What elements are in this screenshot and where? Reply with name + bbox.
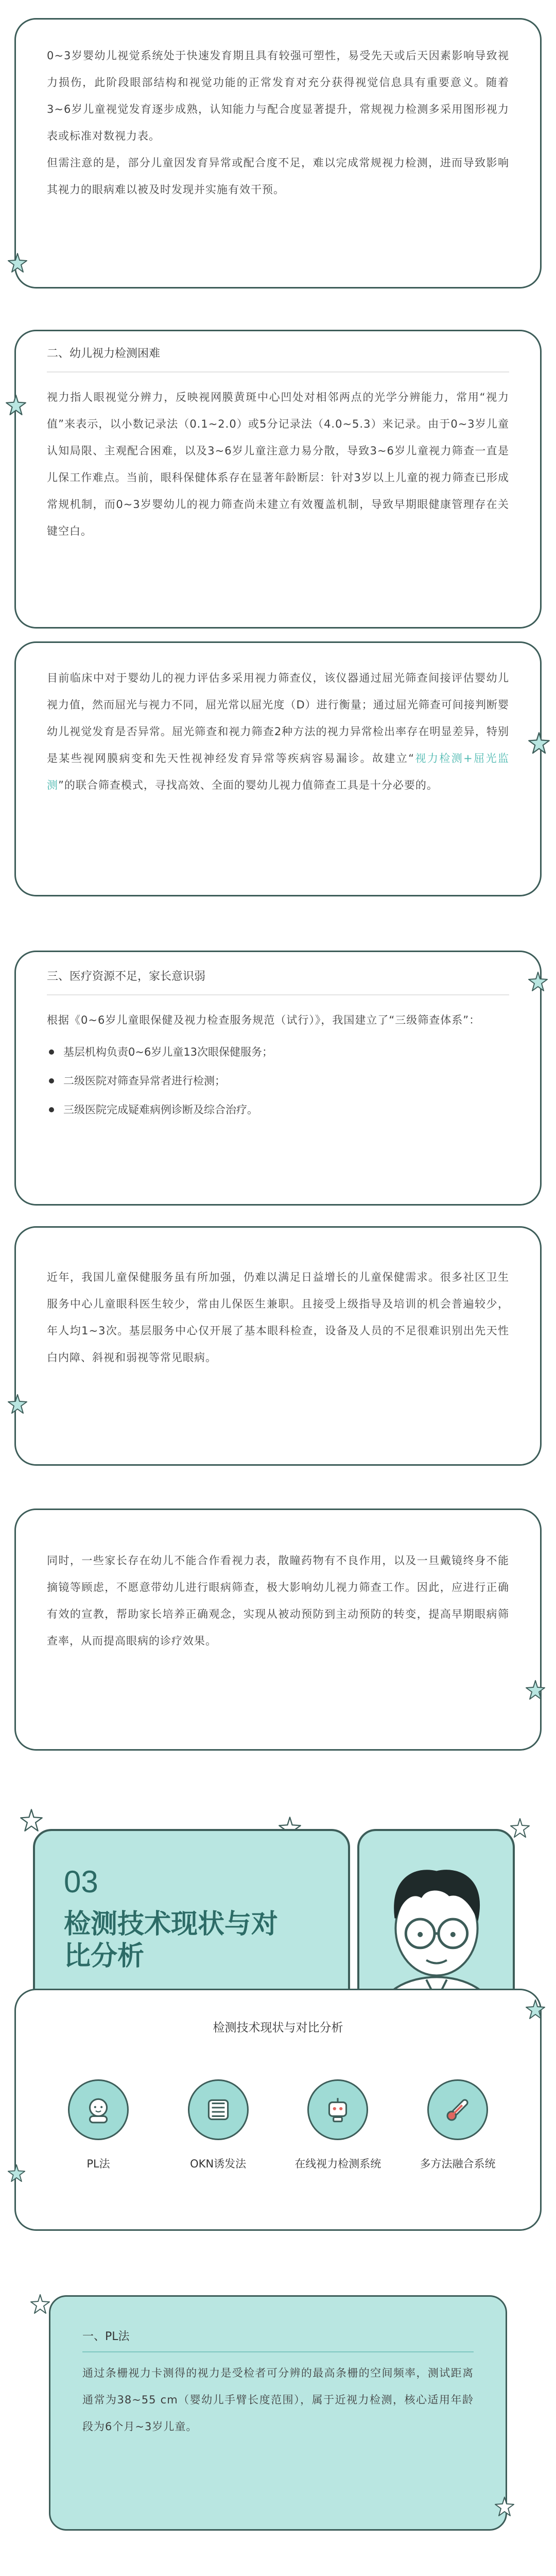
- list-item: 二级医院对筛查异常者进行检测；: [47, 1066, 509, 1095]
- methods-intro-card: [14, 641, 542, 896]
- star-icon: [525, 1680, 546, 1700]
- intro-paragraph-2: 但需注意的是，部分儿童因发育异常或配合度不足，难以完成常规视力检测，进而导致影响其视力的眼病难以被及时发现并实施有效干预。: [47, 157, 509, 196]
- robot-screen-icon: [307, 2079, 368, 2140]
- method-item: [291, 2079, 384, 2171]
- intro-paragraph-1: 0~3岁婴幼儿视觉系统处于快速发育期且具有较强可塑性，易受先天或后天因素影响导致视力损伤，此阶段眼部结构和视觉功能的正常发育对充分获得视觉信息具有重要意义。随着3~6岁儿童视觉发育逐步成熟，认知能力与配合度显著提升，常规视力检测多采用图形视力表或标准对数视力表。: [47, 49, 509, 142]
- resources-intro: 根据《0~6岁儿童眼保健及视力检查服务规范（试行）》，我国建立了“三级筛查体系”：: [47, 1014, 481, 1026]
- star-icon: [5, 394, 27, 416]
- methods-intro-paragraph: 目前临床中对于婴幼儿的视力评估多采用视力筛查仪，该仪器通过屈光筛查间接评估婴幼儿视力值，然而屈光与视力不同，屈光常以屈光度（D）进行衡量；通过屈光筛查可间接判断婴幼儿视觉发育是否异常。屈光筛查和视力筛查2种方法的视力异常检出率存在明显差异，特别是某些视网膜病变和先天性视神经发育异常等疾病容易漏诊。故建立“视力检测+屈光监测”的联合筛查模式，寻找高效、全面的婴幼儿视力值筛查工具是十分必要的。: [47, 672, 509, 791]
- method-label: OKN诱发法: [190, 2158, 247, 2170]
- parents-paragraph: 同时，一些家长存在幼儿不能合作看视力表，散瞳药物有不良作用，以及一旦戴镜终身不能摘镜等顾虑，不愿意带幼儿进行眼病筛查，极大影响幼儿视力筛查工作。因此，应进行正确有效的宣教，帮助家长培养正确观念，实现从被动预防到主动预防的转变，提高早期眼病筛查率，从而提高眼病的诊疗效果。: [47, 1554, 509, 1647]
- method-label: PL法: [86, 2158, 110, 2170]
- parents-card: [14, 1509, 542, 1751]
- baby-icon: [68, 2079, 129, 2140]
- intro-card: [14, 18, 542, 289]
- thermometer-icon: [427, 2079, 488, 2140]
- methods-list: [16, 2079, 540, 2171]
- method-label: 多方法融合系统: [420, 2158, 496, 2170]
- section-title: 三、医疗资源不足，家长意识弱: [47, 967, 509, 995]
- list-item: 基层机构负责0~6岁儿童13次眼保健服务；: [47, 1038, 509, 1066]
- difficulty-card: [14, 330, 542, 629]
- method-item: [411, 2079, 504, 2171]
- star-icon: [30, 2294, 50, 2314]
- star-icon: [510, 1818, 530, 1838]
- feature-title: 检测技术现状与对比分析: [64, 1909, 279, 1971]
- star-icon: [528, 971, 548, 992]
- star-icon: [7, 1394, 28, 1414]
- pl-method-title: 一、PL法: [82, 2327, 474, 2352]
- methods-card: [14, 1989, 542, 2231]
- feature-number: 03: [64, 1865, 98, 1899]
- method-item: [52, 2079, 145, 2171]
- list-item: 三级医院完成疑难病例诊断及综合治疗。: [47, 1095, 509, 1124]
- primary-care-card: [14, 1226, 542, 1466]
- eye-pattern-icon: [188, 2079, 249, 2140]
- primary-care-paragraph: 近年，我国儿童保健服务虽有所加强，仍难以满足日益增长的儿童保健需求。很多社区卫生服务中心儿童眼科医生较少，常由儿保医生兼职。且接受上级指导及培训的机会普遍较少，年人均1~3次。基层服务中心仅开展了基本眼科检查，设备及人员的不足很难识别出先天性白内障、斜视和弱视等常见眼病。: [47, 1271, 509, 1364]
- methods-title: 检测技术现状与对比分析: [213, 2021, 343, 2035]
- star-icon: [525, 1999, 546, 2020]
- highlight-text: 视力检测+屈光监测: [47, 752, 509, 791]
- method-label: 在线视力检测系统: [294, 2158, 381, 2170]
- star-icon: [528, 732, 550, 754]
- star-icon: [7, 2164, 26, 2182]
- section-title: 二、幼儿视力检测困难: [47, 344, 509, 372]
- star-icon: [7, 252, 28, 273]
- method-item: [172, 2079, 265, 2171]
- pl-method-card: [49, 2295, 507, 2531]
- resources-card: [14, 951, 542, 1206]
- difficulty-paragraph: 视力指人眼视觉分辨力，反映视网膜黄斑中心凹处对相邻两点的光学分辨能力，常用“视力值”来表示，以小数记录法（0.1~2.0）或5分记录法（4.0~5.3）来记录。由于0~3岁儿童认知局限、主观配合困难，以及3~6岁儿童注意力易分散，导致3~6岁儿童视力筛查一直是儿保工作难点。当前，眼科保健体系存在显著年龄断层：针对3岁以上儿童的视力筛查已形成常规机制，而0~3岁婴幼儿的视力筛查尚未建立有效覆盖机制，导致早期眼健康管理存在关键空白。: [47, 391, 509, 537]
- star-icon: [20, 1808, 43, 1832]
- star-icon: [494, 2496, 515, 2517]
- pl-method-paragraph: 通过条栅视力卡测得的视力是受检者可分辨的最高条栅的空间频率，测试距离通常为38~55 cm（婴幼儿手臂长度范围），属于近视力检测，核心适用年龄段为6个月~3岁儿童。: [82, 2367, 474, 2433]
